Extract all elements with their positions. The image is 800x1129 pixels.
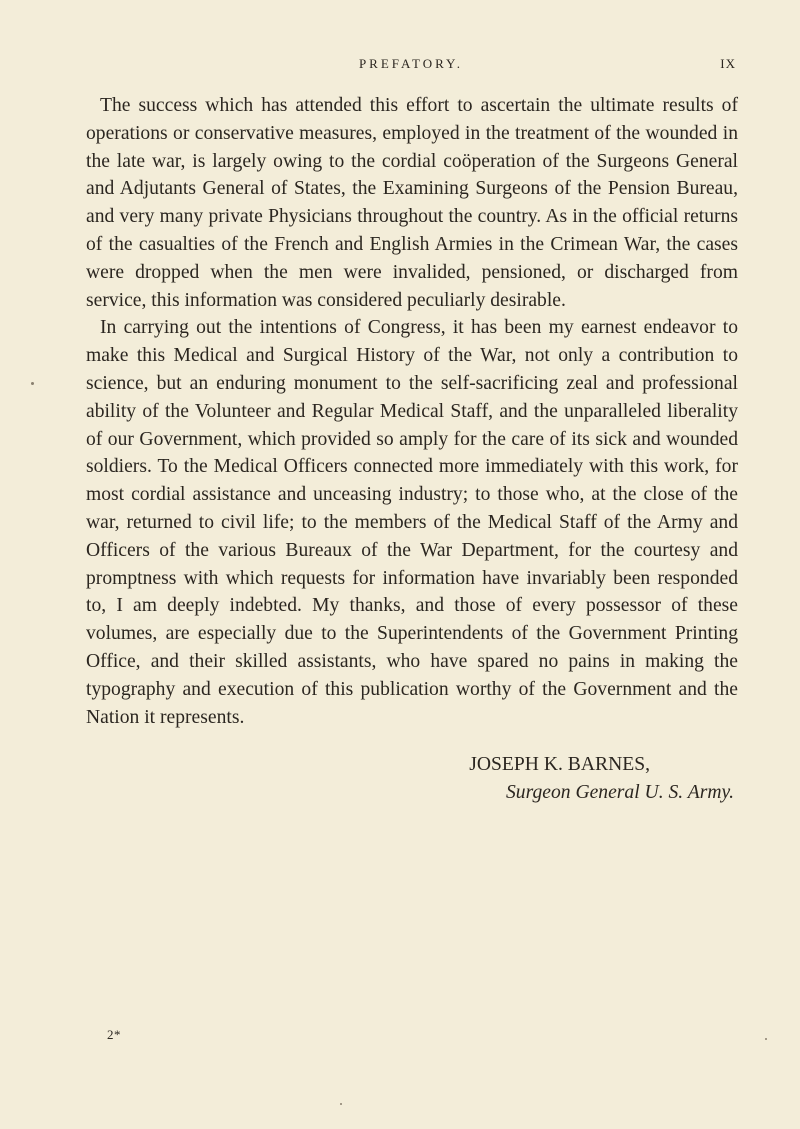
- signature-block: [86, 751, 738, 807]
- paper-speck: [765, 1038, 767, 1040]
- paragraph-acknowledgment-staff: In carrying out the intentions of Congress, it has been my earnest endeavor to make this Medical and Surgical History of the War, not only a contribution to science, but an enduring monument to the self-sacrificing zeal and professional ability of the Volunteer and Regular Medical Staff, and the unparalleled liberality of our Government, which provided so amply for the care of its sick and wounded soldiers. To the Medical Officers connected more immediately with this work, for most cordial assistance and unceasing industry; to those who, at the close of the war, returned to civil life; to the members of the Medical Staff of the Army and Officers of the various Bureaux of the War Department, for the courtesy and promptness with which requests for information have invariably been responded to, I am deeply indebted. My thanks, and those of every possessor of these volumes, are especially due to the Superintendents of the Government Printing Office, and their skilled assistants, who have spared no pains in making the typography and execution of this publication worthy of the Government and the Nation it represents.: [86, 317, 738, 728]
- page-number: IX: [720, 56, 736, 71]
- signature-name: JOSEPH K. BARNES,: [469, 754, 650, 775]
- body-text: [86, 92, 738, 731]
- paper-speck: [340, 1103, 342, 1105]
- signature-title: Surgeon General U. S. Army.: [505, 781, 734, 803]
- paragraph-acknowledgment-cooperation: The success which has attended this effort to ascertain the ultimate results of operations or conservative measures, employed in the treatment of the wounded in the late war, is largely owing to the cordial coöperation of the Surgeons General and Adjutants General of States, the Examining Surgeons of the Pension Bureau, and very many private Physicians throughout the country. As in the official returns of the casualties of the French and English Armies in the Crimean War, the cases were dropped when the men were invalided, pensioned, or discharged from service, this information was considered peculiarly desirable.: [86, 95, 738, 311]
- printer-signature-mark: 2*: [107, 1027, 121, 1042]
- running-head: [86, 52, 736, 76]
- paper-speck: [31, 382, 34, 385]
- running-title: PREFATORY.: [358, 56, 464, 71]
